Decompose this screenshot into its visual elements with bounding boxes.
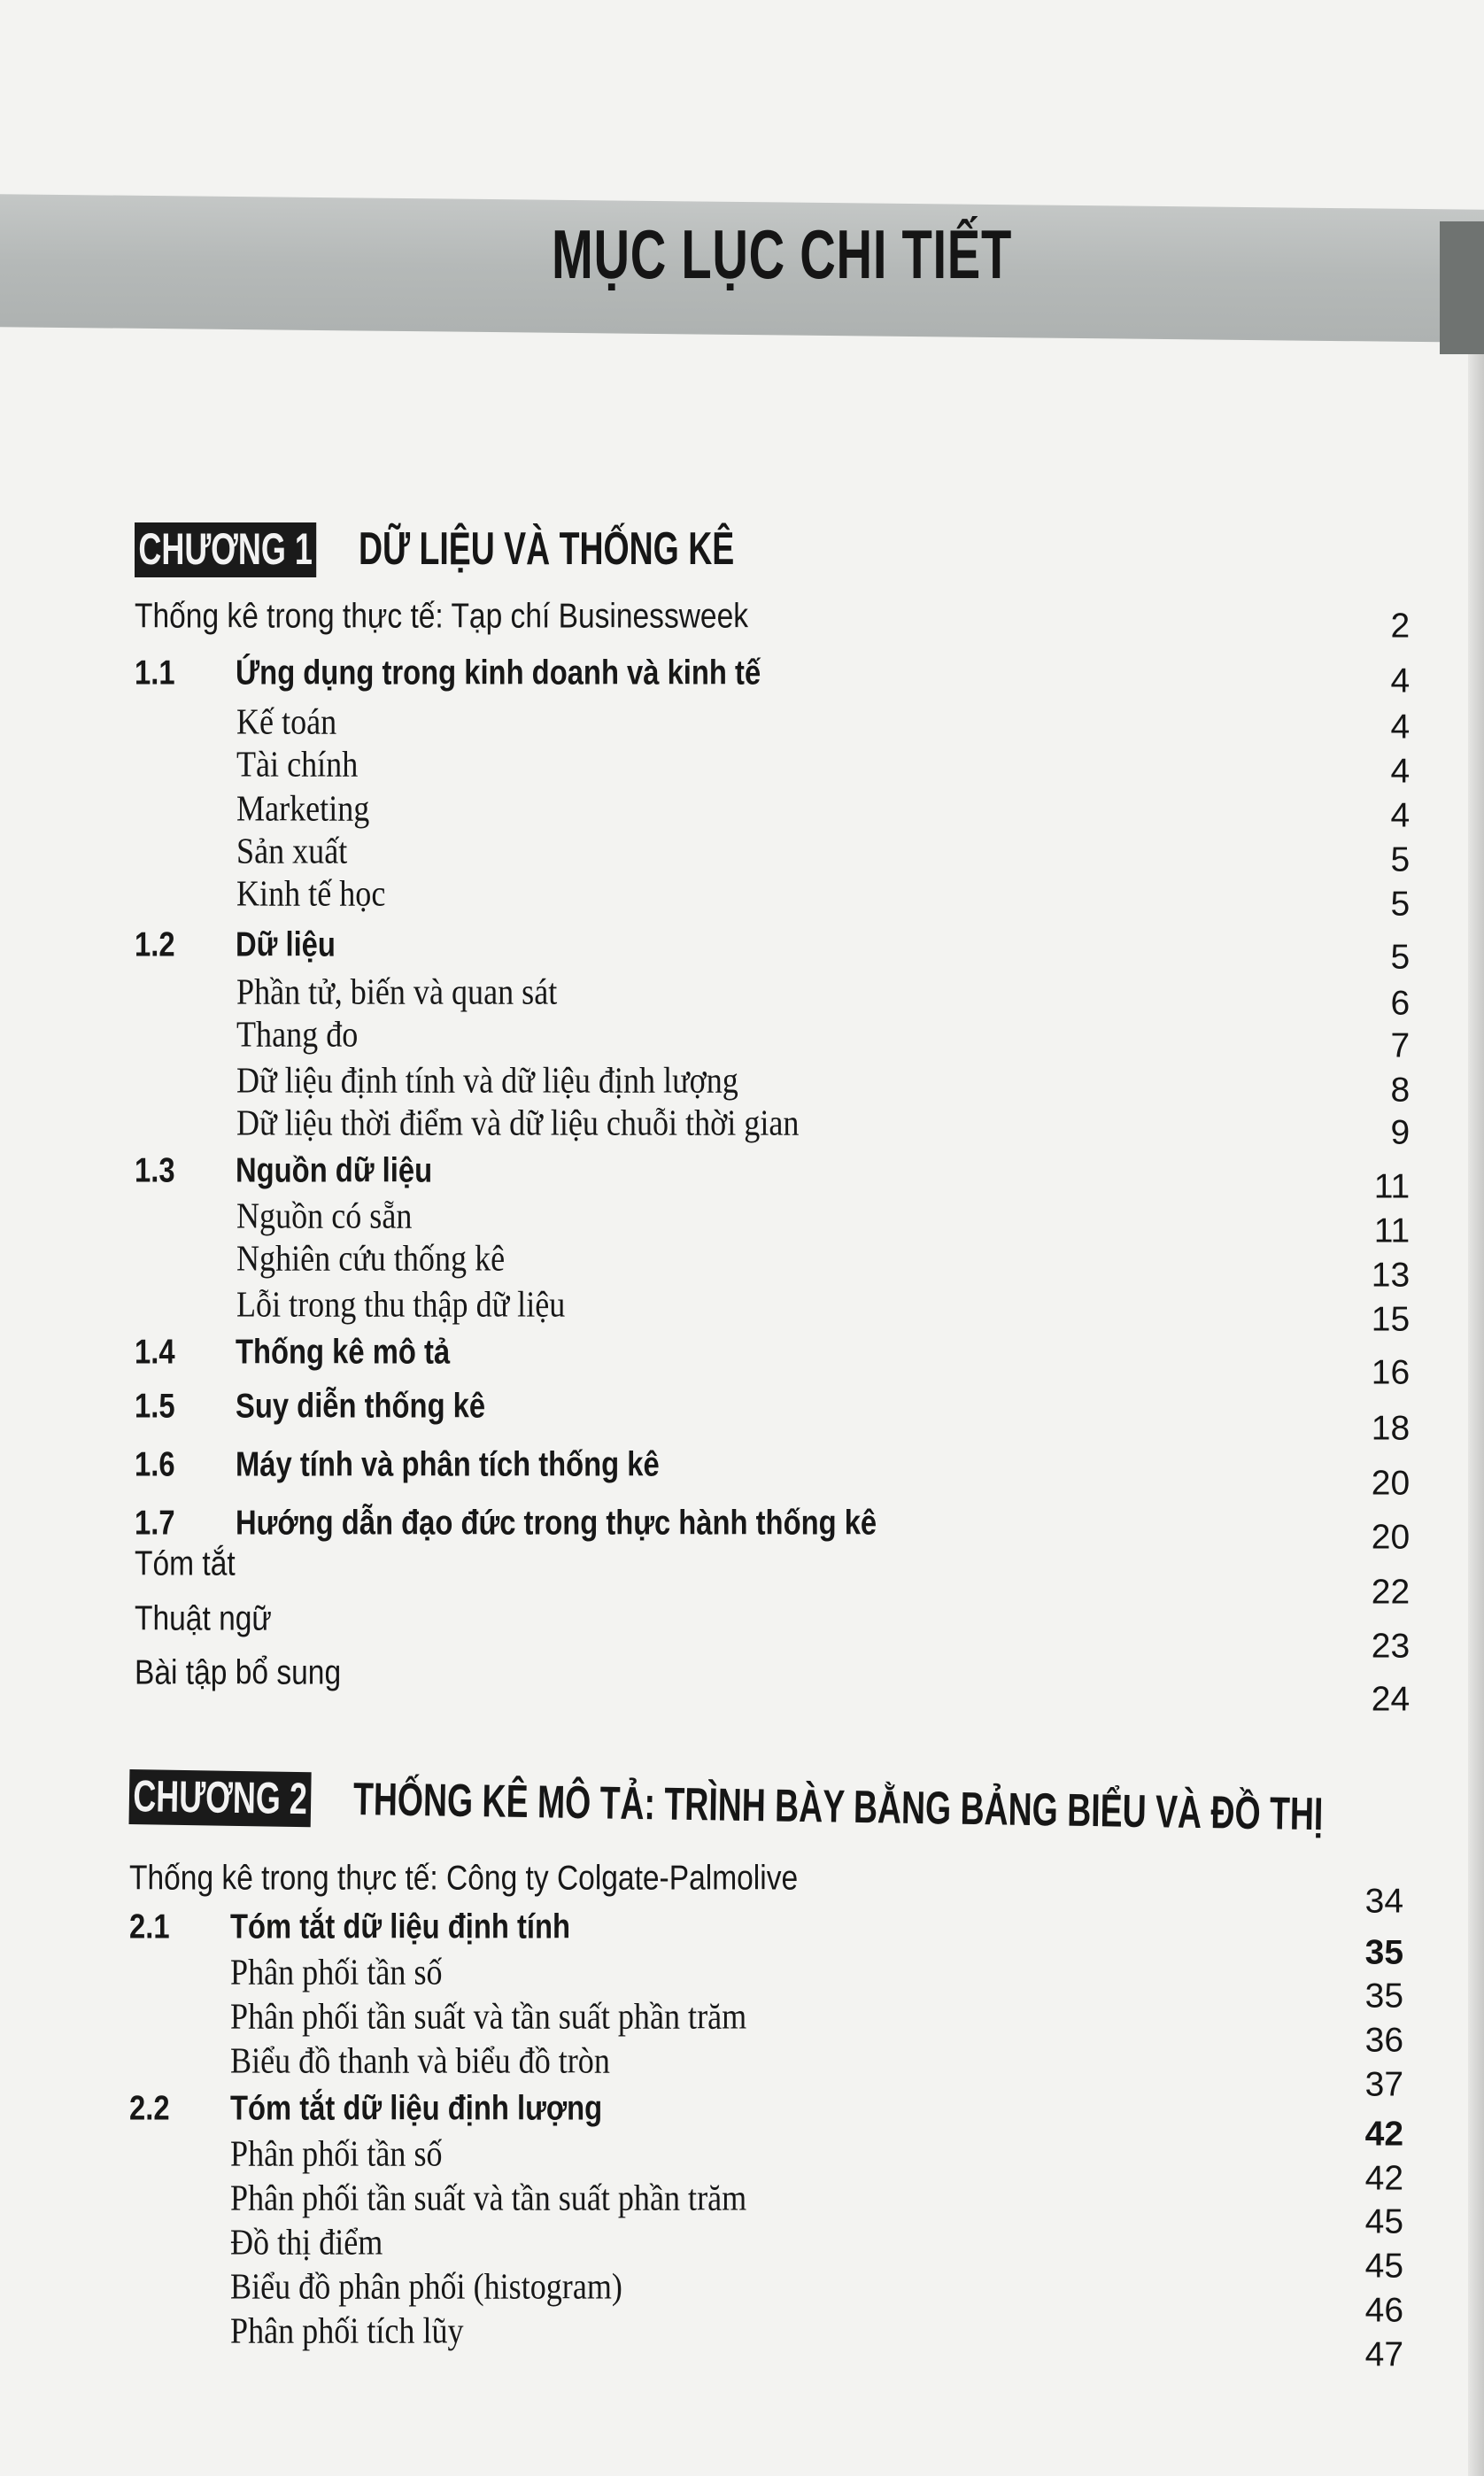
subsection-title: Dữ liệu định tính và dữ liệu định lượng [236,1059,739,1100]
page-title: MỤC LỤC CHI TIẾT [551,215,1013,293]
section-number: 2.2 [129,2089,170,2128]
page-number: 15 [1371,1300,1411,1339]
section-number: 1.5 [134,1387,175,1426]
page-number: 36 [1364,2021,1404,2060]
page-number: 5 [1390,938,1411,977]
chapter-1-heading [135,522,880,577]
page-number: 35 [1364,1977,1404,2016]
page-edge [1468,354,1484,2476]
subsection-title: Đồ thị điểm [230,2221,383,2263]
section-number: 2.1 [129,1907,170,1946]
page-number: 4 [1390,662,1411,700]
section-number: 1.2 [134,925,175,964]
chapter-label: CHƯƠNG 1 [135,522,316,577]
subsection-title: Phân phối tần suất và tần suất phần trăm [230,2177,747,2218]
subsection-title: Kế toán [236,700,337,742]
subsection-title: Sản xuất [236,830,348,871]
section-title: Tóm tắt dữ liệu định tính [230,1907,571,1946]
page-number: 37 [1364,2065,1404,2104]
subsection-title: Marketing [236,787,370,829]
subsection-title: Phân phối tần suất và tần suất phần trăm [230,1995,747,2037]
page-number: 4 [1390,752,1411,791]
page-number: 46 [1364,2291,1404,2330]
subsection-title: Thang đo [236,1013,359,1055]
page-number: 35 [1364,1933,1404,1972]
page-number: 24 [1371,1680,1411,1719]
page-number: 11 [1373,1167,1411,1206]
section-number: 1.4 [134,1333,175,1372]
page-number: 4 [1390,708,1411,747]
entry-title: Thống kê trong thực tế: Tạp chí Businessweek [134,597,748,636]
page-number: 11 [1373,1211,1411,1250]
page-number: 45 [1364,2247,1404,2286]
page-number: 9 [1390,1113,1411,1152]
page-number: 47 [1364,2335,1404,2374]
section-title: Tóm tắt dữ liệu định lượng [230,2089,603,2128]
page-number: 5 [1390,840,1411,879]
chapter-2-heading [129,1769,1484,1848]
page-number: 20 [1371,1464,1411,1503]
page-number: 34 [1364,1883,1404,1922]
section-title: Ứng dụng trong kinh doanh và kinh tế [235,654,761,693]
section-number: 1.6 [134,1445,175,1484]
section-number: 1.3 [134,1151,175,1190]
entry-title: Bài tập bổ sung [134,1653,341,1692]
section-title: Dữ liệu [235,925,336,964]
page-number: 7 [1390,1026,1411,1065]
subsection-title: Nghiên cứu thống kê [236,1237,506,1279]
chapter-label: CHƯƠNG 2 [129,1769,312,1827]
subsection-title: Tài chính [236,743,359,785]
page-number: 5 [1390,885,1411,924]
section-title: Thống kê mô tả [235,1333,450,1372]
page-number: 42 [1364,2115,1404,2154]
page-number: 18 [1371,1409,1411,1448]
entry-title: Tóm tắt [134,1544,236,1583]
page-number: 4 [1390,796,1411,835]
entry-title: Thuật ngữ [134,1599,272,1638]
subsection-title: Lỗi trong thu thập dữ liệu [236,1283,566,1325]
section-number: 1.7 [134,1504,175,1543]
page-number: 42 [1364,2159,1404,2198]
subsection-title: Kinh tế học [236,872,386,914]
subsection-title: Phân phối tần số [230,1951,443,1992]
page-number: 6 [1390,984,1411,1023]
page-number: 23 [1371,1627,1411,1666]
page-number: 22 [1371,1573,1411,1612]
chapter-title: THỐNG KÊ MÔ TẢ: TRÌNH BÀY BẰNG BẢNG BIỂU VÀ ĐỒ THỊ [352,1773,1324,1841]
entry-title: Thống kê trong thực tế: Công ty Colgate-Palmolive [129,1859,799,1898]
page-number: 13 [1371,1256,1411,1295]
section-title: Nguồn dữ liệu [235,1151,432,1190]
subsection-title: Biểu đồ thanh và biểu đồ tròn [230,2039,611,2081]
subsection-title: Phần tử, biến và quan sát [236,971,558,1012]
page-number: 2 [1390,607,1411,646]
subsection-title: Biểu đồ phân phối (histogram) [230,2265,623,2307]
page-number: 45 [1364,2202,1404,2241]
section-number: 1.1 [134,654,175,693]
section-title: Suy diễn thống kê [235,1387,485,1426]
chapter-title: DỮ LIỆU VÀ THỐNG KÊ [359,522,735,575]
subsection-title: Phân phối tích lũy [230,2310,464,2351]
section-title: Máy tính và phân tích thống kê [235,1445,660,1484]
section-title: Hướng dẫn đạo đức trong thực hành thống kê [235,1504,877,1543]
page-number: 20 [1371,1518,1411,1557]
subsection-title: Dữ liệu thời điểm và dữ liệu chuỗi thời gian [236,1102,800,1143]
subsection-title: Nguồn có sẵn [236,1195,413,1236]
title-band-edge [1440,221,1484,354]
subsection-title: Phân phối tần số [230,2132,443,2174]
page-number: 8 [1390,1071,1411,1110]
page-number: 16 [1371,1353,1411,1392]
